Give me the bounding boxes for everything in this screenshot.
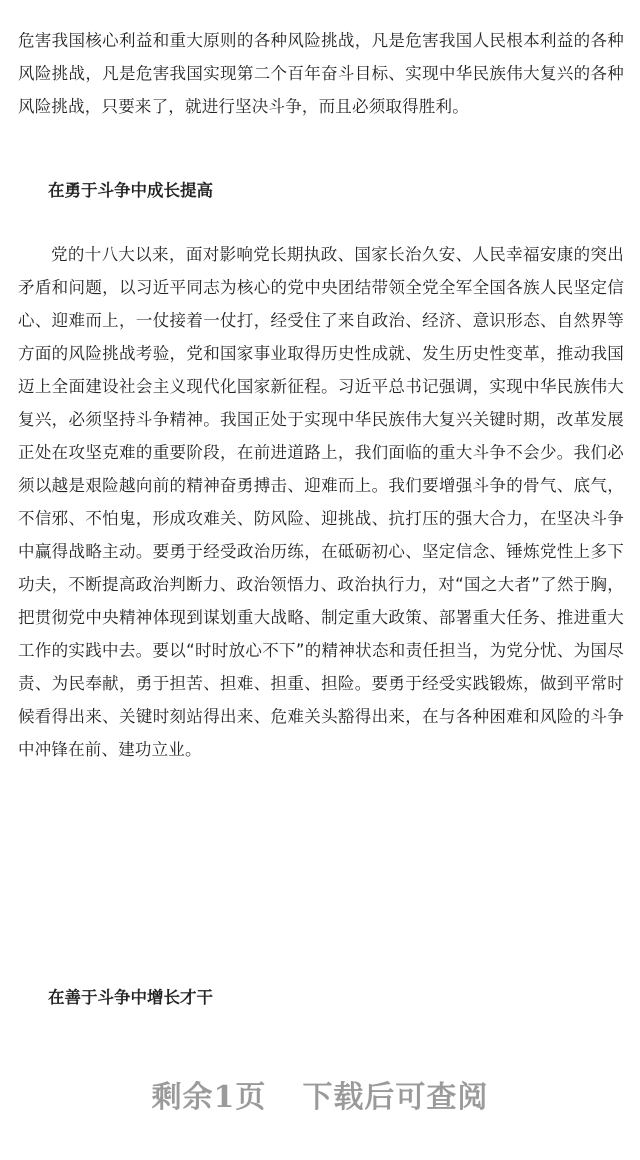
section-heading-1: 在勇于斗争中成长提高 [48,181,213,200]
download-prompt[interactable] [0,1072,640,1116]
remaining-pages-label: 剩余1页 [151,1080,267,1115]
paragraph-2: 党的十八大以来，面对影响党长期执政、国家长治久安、人民幸福安康的突出矛盾和问题，以习近平同志为核心的党中央团结带领全党全军全国各族人民坚定信心、迎难而上，一仗接着一仗打，经受住了来自政治、经济、意识形态、自然界等方面的风险挑战考验，党和国家事业取得历史性成就、发生历史性变革，推动我国迈上全面建设社会主义现代化国家新征程。习近平总书记强调，实现中华民族伟大复兴，必须坚持斗争精神。我国正处于实现中华民族伟大复兴关键时期，改革发展正处在攻坚克难的重要阶段，在前进道路上，我们面临的重大斗争不会少。我们必须以越是艰险越向前的精神奋勇搏击、迎难而上。我们要增强斗争的骨气、底气，不信邪、不怕鬼，形成攻难关、防风险、迎挑战、抗打压的强大合力，在坚决斗争中赢得战略主动。要勇于经受政治历练，在砥砺初心、坚定信念、锤炼党性上多下功夫，不断提高政治判断力、政治领悟力、政治执行力，对“国之大者”了然于胸，把贯彻党中央精神体现到谋划重大战略、制定重大政策、部署重大任务、推进重大工作的实践中去。要以“时时放心不下”的精神状态和责任担当，为党分忧、为国尽责、为民奉献，勇于担苦、担难、担重、担险。要勇于经受实践锻炼，做到平常时候看得出来、关键时刻站得出来、危难关头豁得出来，在与各种困难和风险的斗争中冲锋在前、建功立业。 [18,245,624,759]
paragraph-1: 危害我国核心利益和重大原则的各种风险挑战，凡是危害我国人民根本利益的各种风险挑战，凡是危害我国实现第二个百年奋斗目标、实现中华民族伟大复兴的各种风险挑战，只要来了，就进行坚决斗争，而且必须取得胜利。 [18,31,624,116]
section-heading-2: 在善于斗争中增长才干 [48,988,213,1007]
download-hint-label: 下载后可查阅 [302,1080,489,1115]
